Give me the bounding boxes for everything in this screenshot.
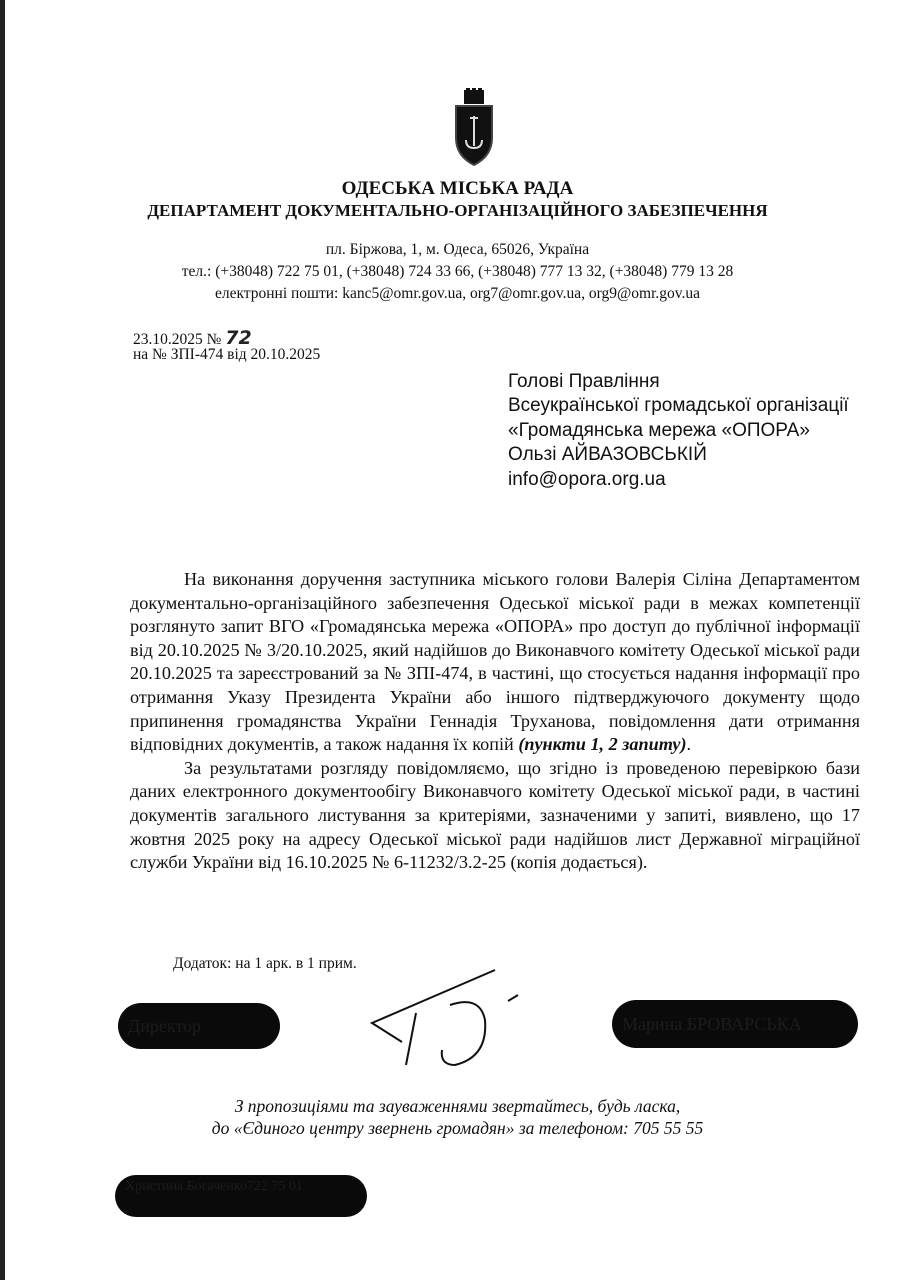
reference-number: на № ЗПІ-474 від 20.10.2025 bbox=[133, 346, 321, 363]
recipient-block bbox=[508, 370, 849, 492]
recipient-line: «Громадянська мережа «ОПОРА» bbox=[508, 419, 810, 441]
redacted-position: Директор bbox=[118, 1003, 280, 1049]
date-prefix: 23.10.2025 № bbox=[133, 331, 222, 348]
redacted-executor: Христина Богаченко722 75 01 bbox=[115, 1175, 367, 1217]
paragraph-1-end: . bbox=[686, 734, 692, 755]
recipient-line: Всеукраїнської громадської організації bbox=[508, 395, 849, 417]
address: пл. Біржова, 1, м. Одеса, 65026, Україна bbox=[325, 241, 590, 258]
recipient-email: info@opora.org.ua bbox=[508, 468, 666, 490]
paragraph-1-emphasis: (пункти 1, 2 запиту) bbox=[518, 734, 687, 755]
paragraph-1 bbox=[130, 568, 860, 757]
handwritten-number: 72 bbox=[225, 327, 252, 349]
footer-line-1: З пропозиціями та зауваженнями звертайтесь, будь ласка, bbox=[234, 1096, 681, 1116]
emails: електронні пошти: kanc5@omr.gov.ua, org7@omr.gov.ua, org9@omr.gov.ua bbox=[214, 285, 701, 302]
coat-of-arms-icon bbox=[452, 88, 496, 166]
phones: тел.: (+38048) 722 75 01, (+38048) 724 33 66, (+38048) 777 13 32, (+38048) 779 13 28 bbox=[181, 263, 734, 280]
footer-note bbox=[0, 1095, 915, 1139]
paragraph-2: За результатами розгляду повідомляємо, що згідно із проведеною перевіркою бази даних електронного документообігу Виконавчого комітету Одеської міської ради, в частині документів загального листування за критеріями, зазначеними у запиті, виявлено, що 17 жовтня 2025 року на адресу Одеської міської ради надійшов лист Державної міграційної служби України від 16.10.2025 № 6-11232/3.2-25 (копія додається). bbox=[130, 757, 860, 873]
recipient-line: Ользі АЙВАЗОВСЬКІЙ bbox=[508, 444, 707, 466]
attachment-note: Додаток: на 1 арк. в 1 прим. bbox=[173, 955, 357, 972]
org-name: ОДЕСЬКА МІСЬКА РАДА bbox=[341, 178, 574, 199]
recipient-line: Голові Правління bbox=[508, 371, 660, 392]
paragraph-1-text: На виконання доручення заступника міського голови Валерія Сіліна Департаментом документально-організаційного забезпечення Одеської міської ради в межах компетенції розглянуто запит ВГО «Громадянська мережа «ОПОРА» про доступ до публічної інформації від 20.10.2025 № 3/20.10.2025, який надійшов до Виконавчого комітету Одеської міської ради 20.10.2025 та зареєстрований за № ЗПІ-474, в частині, що стосується надання інформації про отримання Указу Президента України або іншого підтверджуючого документу щодо припинення громадянства України Геннадія Труханова, повідомлення дати отримання відповідних документів, а також надання їх копій bbox=[130, 569, 860, 755]
letter-body bbox=[130, 568, 860, 875]
footer-line-2: до «Єдиного центру звернень громадян» за телефоном: 705 55 55 bbox=[211, 1118, 704, 1138]
redacted-signer-name: Марина БРОВАРСЬКА bbox=[612, 1000, 858, 1048]
signature bbox=[350, 965, 530, 1075]
department-name: ДЕПАРТАМЕНТ ДОКУМЕНТАЛЬНО-ОРГАНІЗАЦІЙНОГО ЗАБЕЗПЕЧЕННЯ bbox=[147, 201, 768, 220]
